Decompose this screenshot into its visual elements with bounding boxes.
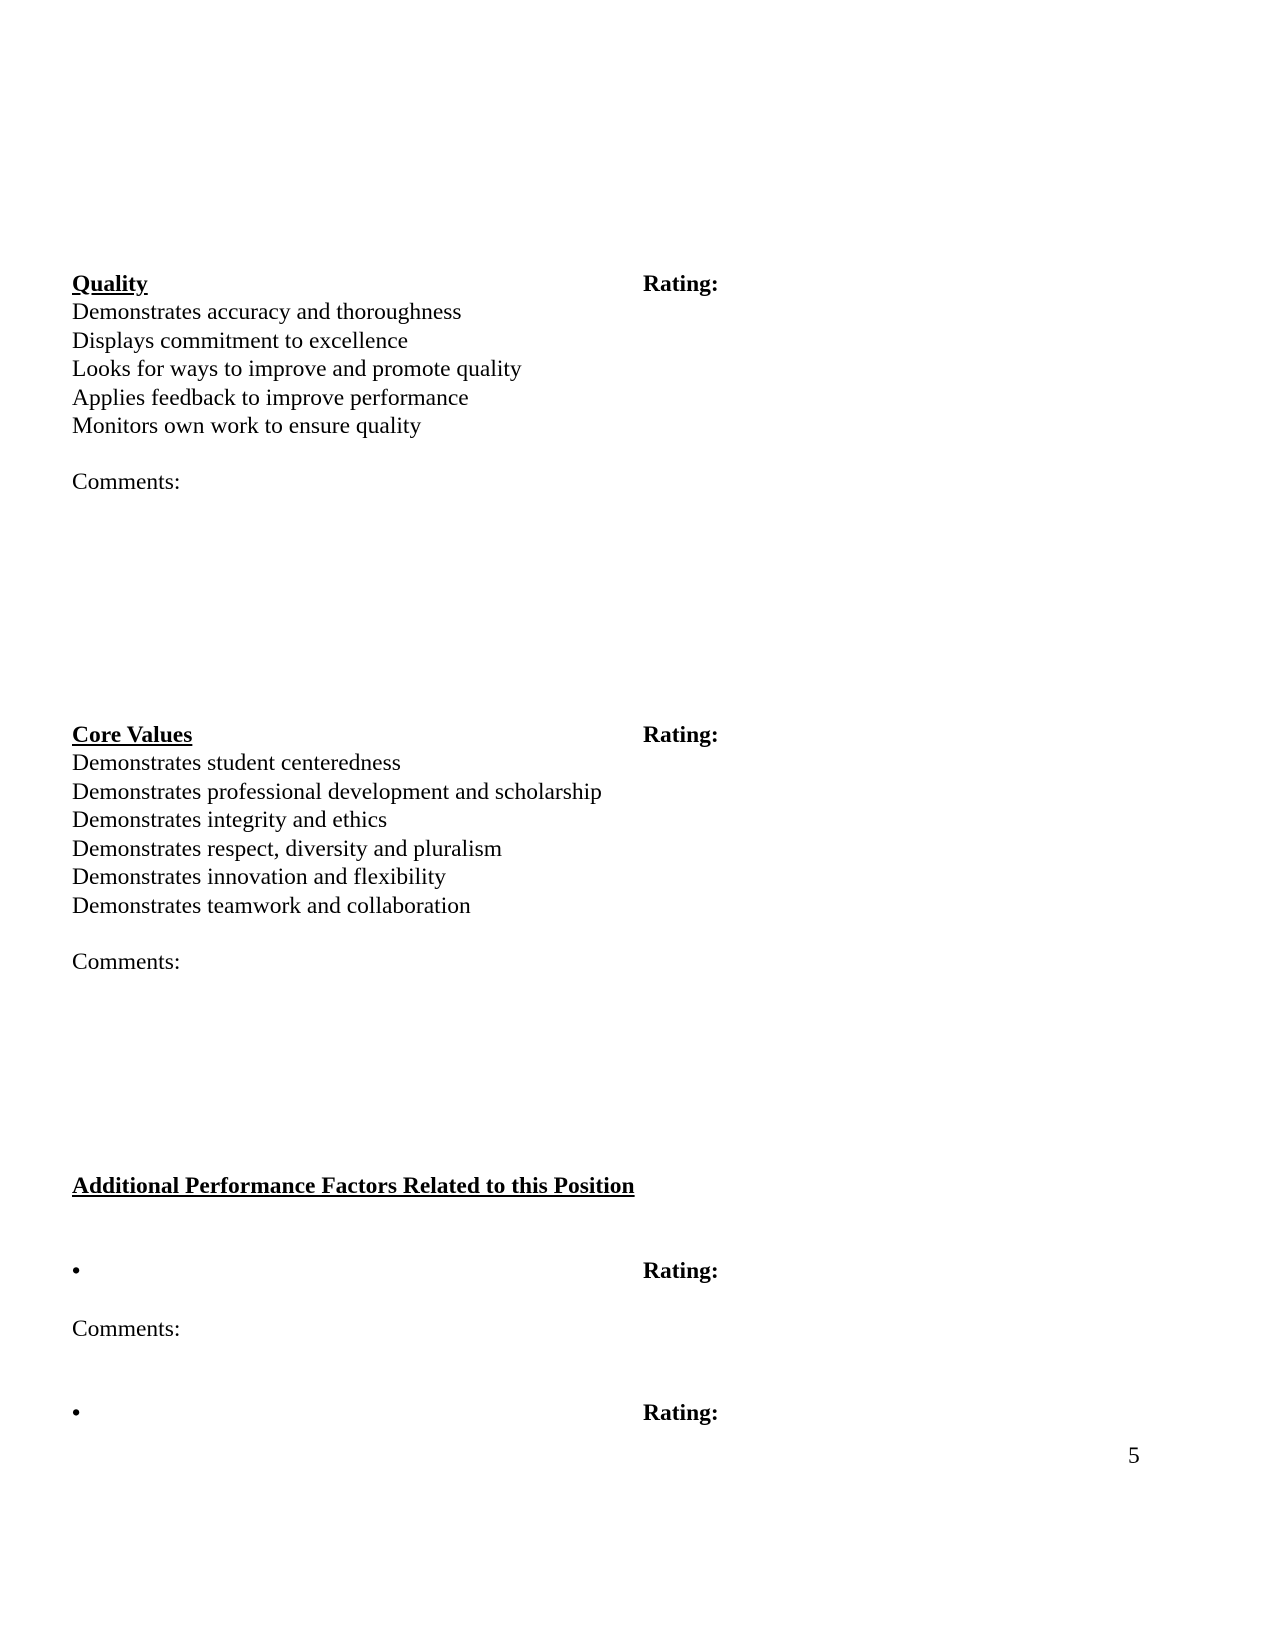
list-item: Demonstrates innovation and flexibility	[72, 864, 446, 891]
list-item: Demonstrates teamwork and collaboration	[72, 892, 471, 919]
factor-rating-label: Rating:	[643, 1258, 719, 1284]
core-values-criteria-list	[72, 749, 602, 921]
factor-comments-label: Comments:	[72, 1316, 181, 1342]
core-values-rating-label: Rating:	[643, 722, 719, 748]
quality-rating-label: Rating:	[643, 271, 719, 297]
quality-heading: Quality	[72, 271, 148, 297]
list-item: Demonstrates respect, diversity and pluralism	[72, 835, 503, 862]
list-item: Applies feedback to improve performance	[72, 384, 469, 411]
list-item: Monitors own work to ensure quality	[72, 413, 422, 440]
quality-criteria-list	[72, 298, 522, 441]
core-values-heading: Core Values	[72, 722, 193, 748]
list-item: Looks for ways to improve and promote quality	[72, 356, 522, 383]
list-item: Demonstrates integrity and ethics	[72, 807, 388, 834]
additional-factors-heading: Additional Performance Factors Related to this Position	[72, 1173, 635, 1199]
factor-bullet: •	[72, 1400, 81, 1426]
page-number: 5	[1128, 1443, 1140, 1469]
quality-comments-label: Comments:	[72, 469, 181, 495]
list-item: Demonstrates professional development and scholarship	[72, 778, 602, 805]
core-values-comments-label: Comments:	[72, 949, 181, 975]
list-item: Displays commitment to excellence	[72, 327, 409, 354]
factor-bullet: •	[72, 1258, 81, 1284]
list-item: Demonstrates accuracy and thoroughness	[72, 299, 462, 325]
list-item: Demonstrates student centeredness	[72, 750, 401, 776]
factor-rating-label: Rating:	[643, 1400, 719, 1426]
